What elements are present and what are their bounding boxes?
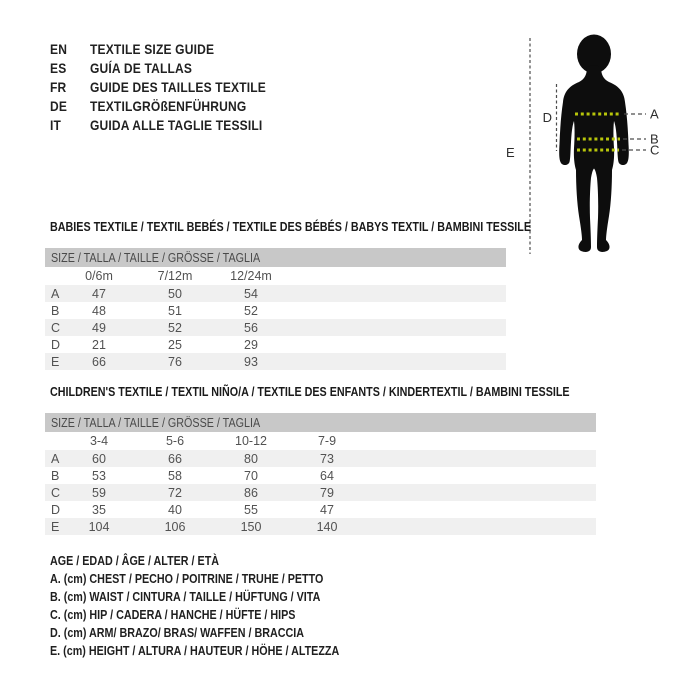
cell: 52 [244, 303, 258, 318]
language-code: DE [50, 97, 68, 114]
language-code: ES [50, 59, 67, 76]
age-column: 0/6m [85, 269, 113, 283]
cell: 79 [320, 485, 334, 500]
cell: 72 [168, 485, 182, 500]
age-column: 12/24m [230, 269, 272, 283]
cell: 59 [92, 485, 106, 500]
label-waist-B: B [650, 131, 659, 147]
legend-title: AGE / EDAD / ÂGE / ALTER / ETÀ [50, 554, 220, 568]
silhouette-body [559, 66, 629, 252]
cell: 64 [320, 468, 334, 483]
row-label: D [51, 337, 61, 352]
row-label: C [51, 320, 61, 335]
size-header-bar [45, 413, 596, 432]
table-row [45, 336, 506, 353]
row-label: E [51, 519, 60, 534]
row-label: A [51, 286, 60, 301]
language-code: IT [50, 116, 62, 133]
babies-size-table [45, 248, 506, 370]
language-row-es [50, 58, 295, 77]
table-row [45, 467, 596, 484]
cell: 73 [320, 451, 334, 466]
size-header-label: SIZE / TALLA / TAILLE / GRÖSSE / TAGLIA [51, 250, 261, 265]
legend-item-waist: B. (cm) WAIST / CINTURA / TAILLE / HÜFTUNG / VITA [50, 590, 321, 604]
cell: 106 [164, 519, 186, 534]
babies-section [45, 220, 532, 370]
cell: 55 [244, 502, 258, 517]
cell: 150 [240, 519, 262, 534]
language-code: EN [50, 40, 68, 57]
language-title-block [50, 39, 295, 134]
cell: 49 [92, 320, 106, 335]
cell: 47 [320, 502, 334, 517]
cell: 29 [244, 337, 258, 352]
cell: 47 [92, 286, 106, 301]
cell: 40 [168, 502, 182, 517]
size-header-bar [45, 248, 506, 267]
cell: 48 [92, 303, 106, 318]
cell: 35 [92, 502, 106, 517]
age-column: 7/12m [157, 269, 193, 283]
row-label: B [51, 303, 60, 318]
children-section [45, 386, 596, 535]
cell: 66 [92, 354, 106, 369]
language-code: FR [50, 78, 67, 95]
table-row [45, 285, 506, 302]
label-hip-C: C [650, 142, 660, 158]
language-row-de [50, 96, 295, 115]
babies-age-row [45, 267, 506, 285]
cell: 56 [244, 320, 258, 335]
page-title-it: GUIDA ALLE TAGLIE TESSILI [90, 116, 263, 133]
cell: 50 [168, 286, 182, 301]
cell: 21 [92, 337, 106, 352]
language-row-it [50, 115, 295, 134]
row-label: E [51, 354, 60, 369]
page-title-de: TEXTILGRÖßENFÜHRUNG [90, 97, 247, 114]
table-row [45, 302, 506, 319]
children-section-title: CHILDREN'S TEXTILE / TEXTIL NIÑO/A / TEXTILE DES ENFANTS / KINDERTEXTIL / BAMBINI TESSILE [50, 385, 570, 399]
babies-section-title: BABIES TEXTILE / TEXTIL BEBÉS / TEXTILE DES BÉBÉS / BABYS TEXTIL / BAMBINI TESSILE [50, 220, 532, 234]
table-row [45, 501, 596, 518]
cell: 54 [244, 286, 258, 301]
label-arm-D: D [542, 110, 552, 125]
table-row [45, 484, 596, 501]
cell: 53 [92, 468, 106, 483]
row-label: A [51, 451, 60, 466]
label-height-E: E [506, 145, 515, 160]
age-column: 5-6 [165, 434, 185, 448]
age-column: 7-9 [317, 434, 337, 448]
child-silhouette [559, 35, 629, 252]
cell: 60 [92, 451, 106, 466]
row-label: C [51, 485, 61, 500]
table-row [45, 518, 596, 535]
page-title-es: GUÍA DE TALLAS [90, 59, 193, 76]
cell: 86 [244, 485, 258, 500]
table-row [45, 450, 596, 467]
age-column: 3-4 [89, 434, 109, 448]
cell: 93 [244, 354, 258, 369]
page-title-en: TEXTILE SIZE GUIDE [90, 40, 215, 57]
label-chest-A: A [650, 106, 659, 122]
cell: 66 [168, 451, 182, 466]
cell: 140 [316, 519, 338, 534]
row-label: D [51, 502, 61, 517]
legend-item-chest: A. (cm) CHEST / PECHO / POITRINE / TRUHE / PETTO [50, 572, 324, 586]
children-size-table [45, 413, 596, 535]
cell: 80 [244, 451, 258, 466]
table-row [45, 319, 506, 336]
measurement-legend [50, 552, 386, 660]
cell: 76 [168, 354, 182, 369]
table-row [45, 353, 506, 370]
legend-item-height: E. (cm) HEIGHT / ALTURA / HAUTEUR / HÖHE / ALTEZZA [50, 644, 340, 658]
cell: 25 [168, 337, 182, 352]
legend-item-hip: C. (cm) HIP / CADERA / HANCHE / HÜFTE / HIPS [50, 608, 296, 622]
row-label: B [51, 468, 60, 483]
cell: 58 [168, 468, 182, 483]
size-header-label: SIZE / TALLA / TAILLE / GRÖSSE / TAGLIA [51, 415, 261, 430]
cell: 70 [244, 468, 258, 483]
legend-item-arm: D. (cm) ARM/ BRAZO/ BRAS/ WAFFEN / BRACCIA [50, 626, 305, 640]
cell: 51 [168, 303, 182, 318]
cell: 104 [88, 519, 110, 534]
language-row-fr [50, 77, 295, 96]
children-age-row [45, 432, 596, 450]
age-column: 10-12 [235, 434, 267, 448]
language-row-en [50, 39, 295, 58]
page-title-fr: GUIDE DES TAILLES TEXTILE [90, 78, 267, 95]
cell: 52 [168, 320, 182, 335]
